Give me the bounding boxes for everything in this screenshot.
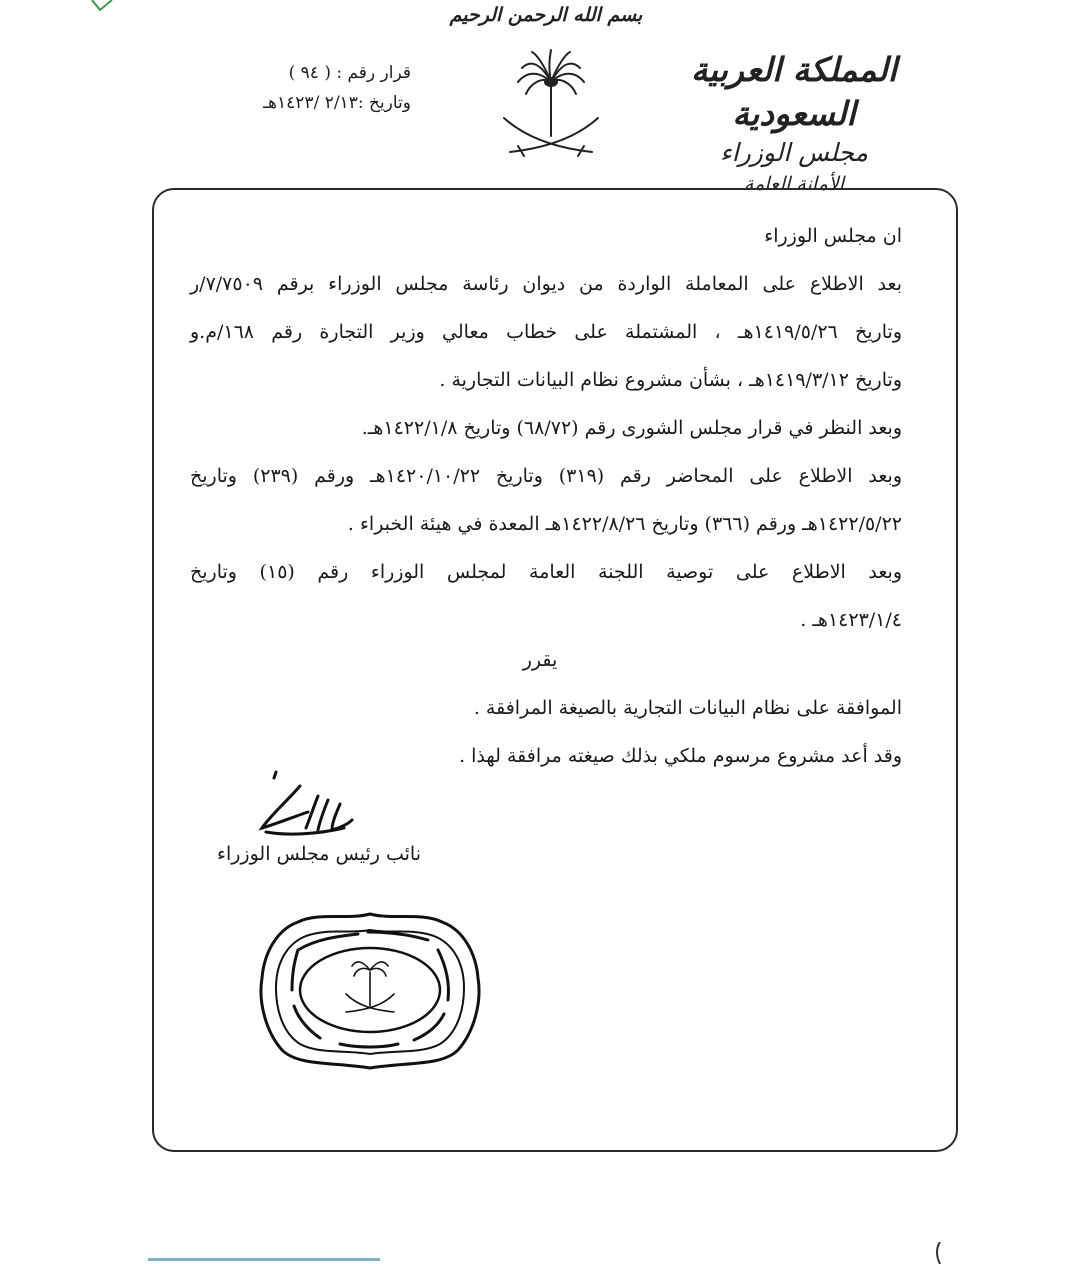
decree-note-line: وقد أعد مشروع مرسوم ملكي بذلك صيغته مرافقة لهذا . — [459, 745, 902, 767]
resolves-heading: يقرر — [522, 649, 558, 671]
preamble-line: وبعد الاطلاع على توصية اللجنة العامة لمجلس الوزراء رقم (١٥) وتاريخ — [190, 561, 903, 583]
corner-mark-icon — [90, 0, 114, 14]
preamble-line: وبعد النظر في قرار مجلس الشورى رقم (٦٨/٧٢) وتاريخ ١٤٢٢/١/٨هـ. — [361, 417, 902, 439]
preamble-line: ١٤٢٣/١/٤هـ . — [800, 609, 902, 631]
decision-number: قرار رقم : ( ٩٤ ) — [288, 63, 411, 83]
kingdom-name: المملكة العربية السعودية — [691, 50, 897, 133]
letterhead — [660, 48, 928, 198]
opening-line: ان مجلس الوزراء — [764, 225, 902, 247]
preamble-line: وبعد الاطلاع على المحاضر رقم (٣١٩) وتاريخ ١٤٢٠/١٠/٢٢هـ ورقم (٢٣٩) وتاريخ — [190, 465, 902, 487]
decision-reference — [196, 58, 411, 118]
council-name: مجلس الوزراء — [720, 138, 868, 167]
saudi-emblem-icon — [496, 46, 606, 164]
preamble-line: وتاريخ ١٤١٩/٣/١٢هـ ، بشأن مشروع نظام البيانات التجارية . — [439, 369, 902, 391]
preamble — [190, 212, 902, 644]
secretariat-name: الأمانة العامة — [744, 173, 844, 195]
basmala: بسم الله الرحمن الرحيم — [449, 4, 643, 26]
signatory-title: نائب رئيس مجلس الوزراء — [217, 843, 421, 865]
preamble-line: بعد الاطلاع على المعاملة الواردة من ديوان رئاسة مجلس الوزراء برقم ٧/٧٥٠٩/ر — [190, 273, 902, 295]
decision-date: وتاريخ :٢/١٣ /١٤٢٣هـ — [263, 93, 411, 113]
handwritten-signature — [248, 766, 368, 846]
approval-line: الموافقة على نظام البيانات التجارية بالصيغة المرافقة . — [473, 697, 902, 719]
preamble-line: وتاريخ ١٤١٩/٥/٢٦هـ ، المشتملة على خطاب معالي وزير التجارة رقم ١٦٨/م.و — [190, 321, 902, 343]
margin-mark-icon — [932, 1242, 944, 1264]
footer-colored-strip — [148, 1258, 380, 1261]
official-seal — [258, 910, 482, 1072]
preamble-line: ١٤٢٢/٥/٢٢هـ ورقم (٣٦٦) وتاريخ ١٤٢٢/٨/٢٦هـ المعدة في هيئة الخبراء . — [347, 513, 902, 535]
